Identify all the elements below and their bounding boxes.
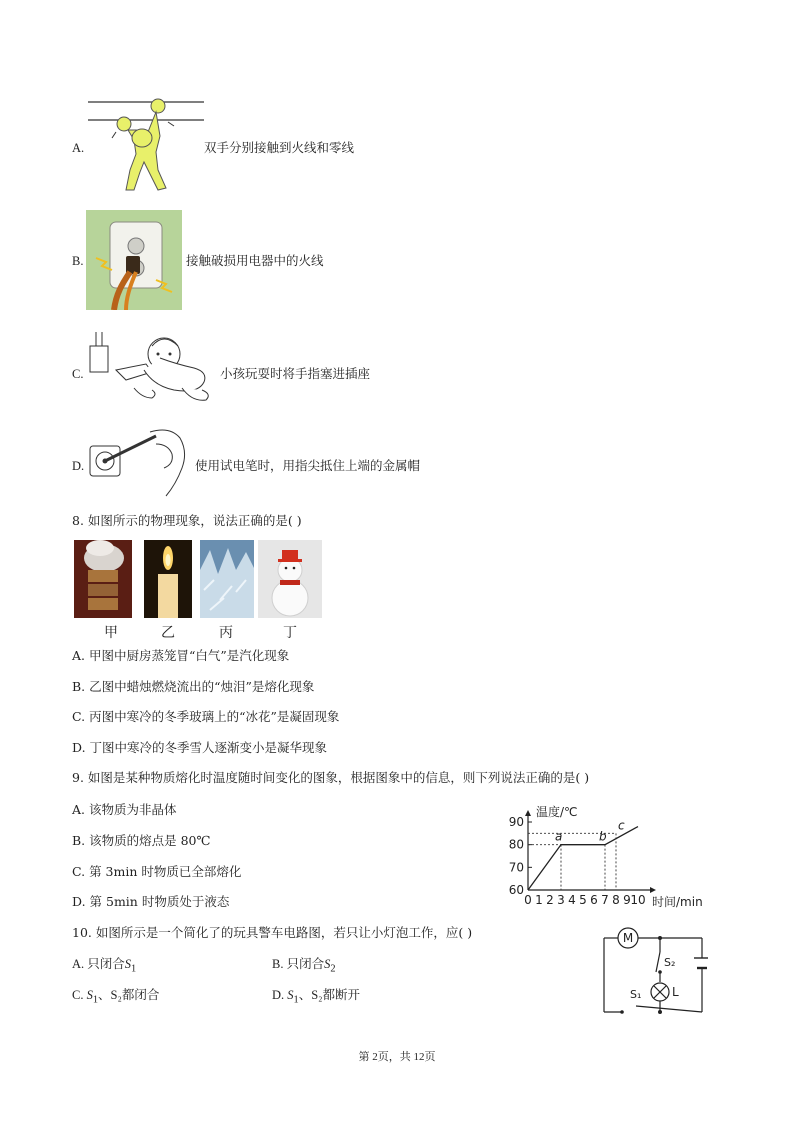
chart-x-tick-label: 6 — [590, 893, 598, 907]
q10-stem: 10. 如图所示是一个简化了的玩具警车电路图，若只让小灯泡工作，应( ) — [72, 925, 473, 940]
chart-x-tick-label: 2 — [546, 893, 554, 907]
q10-option-b-sub: 2 — [330, 963, 336, 975]
q10-option-c — [72, 987, 159, 1009]
chart-y-tick-label: 60 — [508, 883, 524, 897]
lamp-label: L — [672, 985, 679, 999]
chart-x-tick-label: 3 — [557, 893, 565, 907]
chart-y-tick-label: 70 — [508, 860, 524, 875]
chart-point-label: c — [618, 818, 625, 833]
q10-option-d-prefix: D. — [272, 988, 288, 1002]
chart-series-line — [528, 827, 638, 890]
q7-option-d-letter: D. — [72, 459, 85, 473]
q7-option-b-text: 接触破损用电器中的火线 — [186, 253, 324, 268]
q7-option-a-letter: A. — [72, 141, 85, 155]
q9-option-c: C. 第 3min 时物质已全部熔化 — [72, 864, 242, 879]
chart-point-label: b — [599, 829, 607, 844]
chart-y-tick-label: 80 — [508, 837, 524, 852]
switch-s2-label: S₂ — [664, 956, 676, 969]
q10-option-b-sym: S — [324, 957, 331, 971]
q8-caption-yi: 乙 — [161, 625, 175, 641]
q10-option-b-prefix: B. 只闭合 — [272, 957, 325, 971]
chart-xlabel: 时间/min — [652, 895, 703, 909]
chart-y-tick-label: 90 — [508, 815, 524, 829]
q10-option-d-sym: S — [287, 988, 294, 1002]
chart-ylabel: 温度/℃ — [536, 805, 578, 819]
q7-option-a-image — [86, 92, 206, 197]
q9-option-d: D. 第 5min 时物质处于液态 — [72, 894, 230, 909]
switch-s1-label: S₁ — [630, 988, 642, 1001]
q10-option-d — [272, 987, 360, 1009]
q8-caption-bing: 丙 — [219, 625, 233, 641]
q10-option-c-prefix: C. — [72, 988, 87, 1002]
chart-x-arrow — [650, 887, 656, 893]
q10-option-c-rest: 、S₂都闭合 — [98, 988, 160, 1002]
q9-option-b: B. 该物质的熔点是 80℃ — [72, 833, 211, 848]
q9-stem: 9. 如图是某种物质熔化时温度随时间变化的图象，根据图象中的信息，则下列说法正确的是( ) — [72, 770, 590, 785]
q10-option-a-sym: S — [124, 957, 132, 971]
q8-caption-ding: 丁 — [283, 625, 297, 641]
q10-option-b — [272, 956, 336, 978]
q8-option-d: D. 丁图中寒冷的冬季雪人逐渐变小是凝华现象 — [72, 740, 328, 755]
q10-option-a-sub: 1 — [131, 963, 137, 975]
q10-option-c-sub: 1 — [92, 994, 99, 1006]
motor-label: M — [622, 931, 634, 945]
q8-option-b: B. 乙图中蜡烛燃烧流出的“烛泪”是熔化现象 — [72, 679, 315, 694]
chart-x-tick-label: 1 — [535, 893, 543, 907]
q8-option-a: A. 甲图中厨房蒸笼冒“白气”是汽化现象 — [72, 648, 290, 663]
q8-image-bing — [200, 540, 254, 618]
q8-caption-jia: 甲 — [104, 625, 118, 641]
chart-y-arrow — [525, 810, 531, 816]
q8-images — [74, 540, 322, 618]
chart-x-tick-label: 7 — [601, 893, 609, 907]
q10-option-d-sub: 1 — [293, 994, 299, 1006]
page-footer: 第 2页，共 12页 — [358, 1051, 436, 1063]
chart-point-label: a — [555, 829, 563, 844]
q7-option-c-text: 小孩玩耍时将手指塞进插座 — [220, 366, 371, 381]
q10-option-a — [72, 956, 136, 978]
chart-x-tick-label: 8 — [612, 893, 620, 907]
q7-option-c-image — [86, 332, 222, 412]
chart-x-tick-label: 0 — [524, 893, 532, 907]
q9-option-a: A. 该物质为非晶体 — [72, 802, 177, 817]
q7-option-d-text: 使用试电笔时，用指尖抵住上端的金属帽 — [195, 458, 421, 473]
q7-option-d-image — [86, 428, 194, 498]
chart-x-tick-label: 10 — [630, 893, 646, 907]
q10-option-a-prefix: A. 只闭合 — [72, 957, 125, 971]
q7-option-c-letter: C. — [72, 367, 84, 381]
q10-option-c-sym: S — [86, 988, 93, 1002]
q8-option-c: C. 丙图中寒冷的冬季玻璃上的“冰花”是凝固现象 — [72, 709, 340, 724]
q10-circuit-diagram — [598, 926, 708, 1018]
q8-image-jia — [74, 540, 132, 618]
q8-stem: 8. 如图所示的物理现象，说法正确的是( ) — [72, 513, 302, 528]
q10-option-d-rest: 、S₂都断开 — [298, 988, 361, 1002]
q7-option-b-image — [86, 210, 182, 310]
chart-x-tick-label: 9 — [623, 893, 631, 907]
q7-option-b-letter: B. — [72, 254, 84, 268]
chart-x-tick-label: 5 — [579, 893, 587, 907]
q8-image-yi — [144, 540, 192, 618]
chart-x-tick-label: 4 — [568, 893, 576, 907]
q7-option-a-text: 双手分别接触到火线和零线 — [204, 140, 355, 155]
q8-image-ding — [258, 540, 322, 618]
q9-melting-chart — [500, 800, 716, 912]
